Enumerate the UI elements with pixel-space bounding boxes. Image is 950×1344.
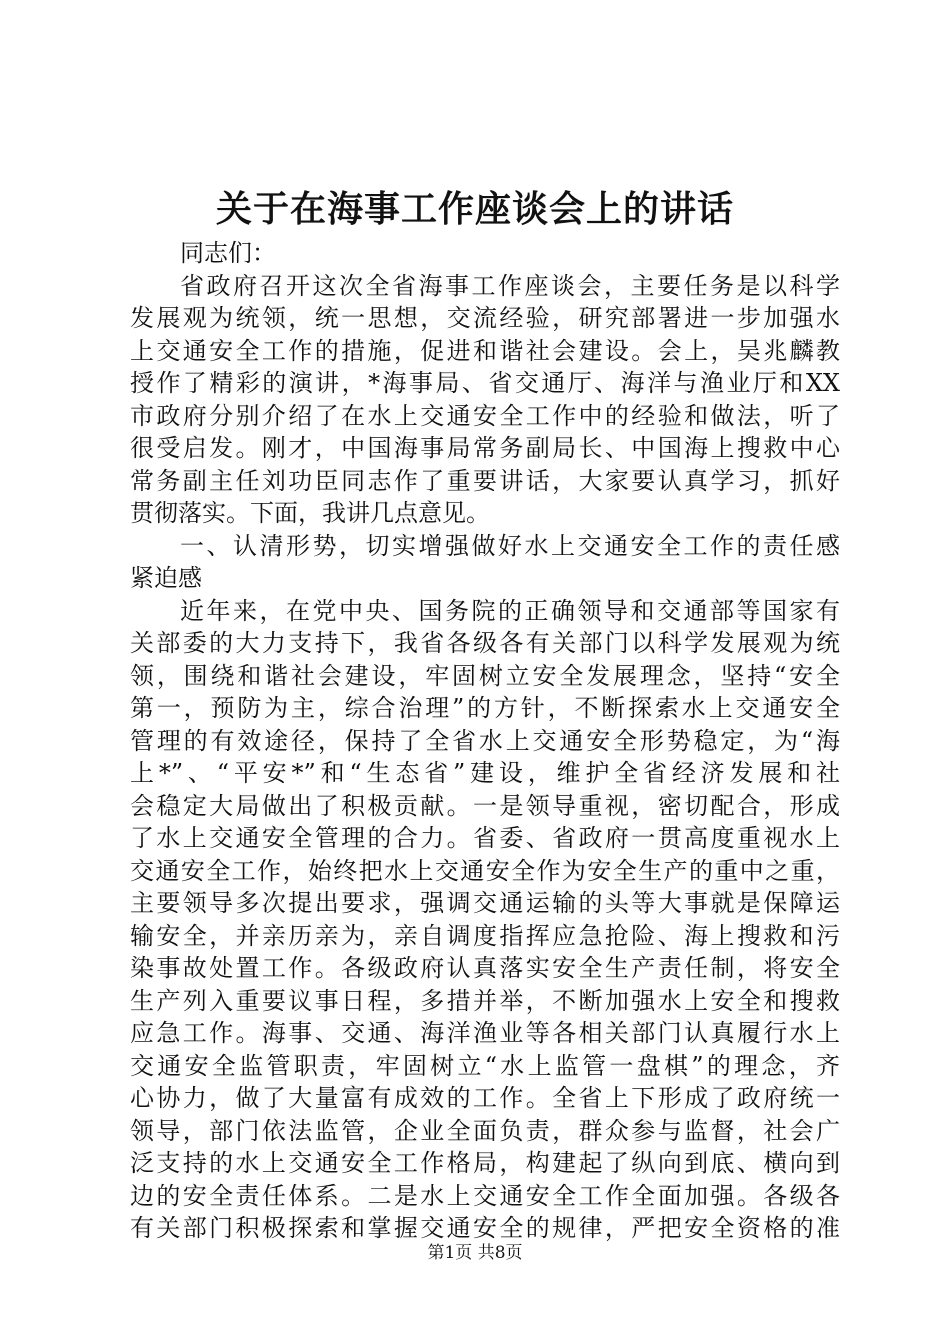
text-line: 关部委的大力支持下，我省各级各有关部门以科学发展观为统 — [130, 629, 840, 657]
text-line: 心协力，做了大量富有成效的工作。全省上下形成了政府统一 — [130, 1084, 840, 1112]
text-line: 有关部门积极探索和掌握交通安全的规律，严把安全资格的准 — [130, 1214, 840, 1242]
text-line: 边的安全责任体系。二是水上交通安全工作全面加强。各级各 — [130, 1181, 840, 1210]
text-line: 贯彻落实。下面，我讲几点意见。 — [130, 499, 490, 527]
text-line: 上交通安全工作的措施，促进和谐社会建设。会上，吴兆麟教 — [130, 336, 840, 365]
text-line: 市政府分别介绍了在水上交通安全工作中的经验和做法，听了 — [130, 401, 840, 430]
section-heading: 一、认清形势，切实增强做好水上交通安全工作的责任感 — [180, 531, 840, 560]
text-line: 了水上交通安全管理的合力。省委、省政府一贯高度重视水上 — [130, 824, 840, 852]
text-line: 应急工作。海事、交通、海洋渔业等各相关部门认真履行水上 — [130, 1019, 840, 1047]
text-line: 近年来，在党中央、国务院的正确领导和交通部等国家有 — [180, 596, 840, 625]
salutation: 同志们： — [180, 239, 276, 267]
text-line: 主要领导多次提出要求，强调交通运输的头等大事就是保障运 — [130, 889, 840, 917]
text-line: 输安全，并亲历亲为，亲自调度指挥应急抢险、海上搜救和污 — [130, 921, 840, 950]
text-line: 染事故处置工作。各级政府认真落实安全生产责任制，将安全 — [130, 954, 840, 982]
text-line: 交通安全监管职责，牢固树立“水上监管一盘棋”的理念，齐 — [130, 1051, 840, 1080]
text-line: 领，围绕和谐社会建设，牢固树立安全发展理念，坚持“安全 — [130, 661, 840, 690]
document-body — [130, 237, 840, 1245]
text-line: 生产列入重要议事日程，多措并举，不断加强水上安全和搜救 — [130, 986, 840, 1015]
text-line: 上*”、“平安*”和“生态省”建设，维护全省经济发展和社 — [130, 759, 840, 787]
text-line: 交通安全工作，始终把水上交通安全作为安全生产的重中之重， — [130, 856, 840, 885]
text-line: 常务副主任刘功臣同志作了重要讲话，大家要认真学习，抓好 — [130, 466, 840, 495]
text-line: 管理的有效途径，保持了全省水上交通安全形势稳定，为“海 — [130, 726, 840, 755]
text-line: 领导，部门依法监管，企业全面负责，群众参与监督，社会广 — [130, 1116, 840, 1145]
page-number-footer: 第1页 共8页 — [427, 1243, 523, 1263]
section-heading-continued: 紧迫感 — [130, 564, 202, 592]
text-line: 泛支持的水上交通安全工作格局，构建起了纵向到底、横向到 — [130, 1149, 840, 1177]
text-line: 第一，预防为主，综合治理”的方针，不断探索水上交通安全 — [130, 694, 840, 722]
text-line: 会稳定大局做出了积极贡献。一是领导重视，密切配合，形成 — [130, 791, 840, 820]
text-line: 省政府召开这次全省海事工作座谈会，主要任务是以科学 — [180, 271, 840, 300]
text-line: 很受启发。刚才，中国海事局常务副局长、中国海上搜救中心 — [130, 434, 840, 462]
text-line: 发展观为统领，统一思想，交流经验，研究部署进一步加强水 — [130, 304, 840, 332]
text-line: 授作了精彩的演讲，*海事局、省交通厅、海洋与渔业厅和XX — [130, 369, 840, 397]
document-title: 关于在海事工作座谈会上的讲话 — [215, 188, 734, 230]
